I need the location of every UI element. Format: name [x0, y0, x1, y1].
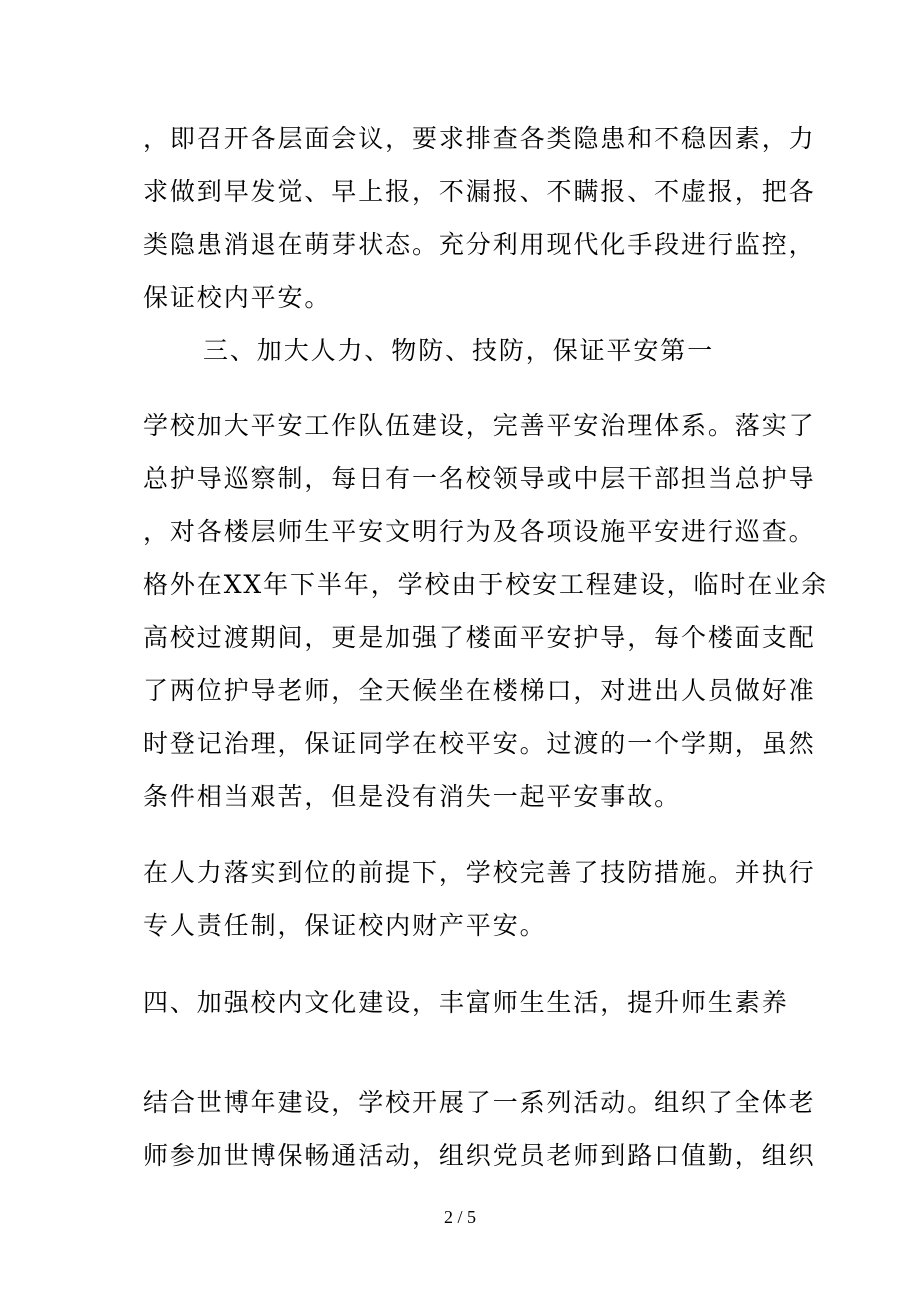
text-line: 格外在XX年下半年，学校由于校安工程建设，临时在业余: [143, 570, 828, 599]
text-line: 在人力落实到位的前提下，学校完善了技防措施。并执行: [143, 858, 816, 887]
text-line: 师参加世博保畅通活动，组织党员老师到路口值勤，组织: [143, 1141, 816, 1170]
text-line: 学校加大平安工作队伍建设，完善平安治理体系。落实了: [143, 411, 816, 440]
text-line: 时登记治理，保证同学在校平安。过渡的一个学期，虽然: [143, 729, 816, 758]
text-line: 条件相当艰苦，但是没有消失一起平安事故。: [143, 782, 682, 811]
text-line: 结合世博年建设，学校开展了一系列活动。组织了全体老: [143, 1088, 816, 1117]
section-heading: 四、加强校内文化建设，丰富师生生活，提升师生素养: [143, 988, 789, 1017]
text-line: 专人责任制，保证校内财产平安。: [143, 911, 547, 940]
page-number: 2 / 5: [443, 1207, 476, 1227]
text-line: ，对各楼层师生平安文明行为及各项设施平安进行巡查。: [143, 517, 816, 546]
text-line: 保证校内平安。: [143, 283, 332, 312]
text-line: 了两位护导老师，全天候坐在楼梯口，对进出人员做好准: [143, 676, 816, 705]
section-heading: 三、加大人力、物防、技防，保证平安第一: [203, 336, 715, 365]
text-line: ，即召开各层面会议，要求排查各类隐患和不稳因素，力: [143, 124, 816, 153]
text-line: 类隐患消退在萌芽状态。充分利用现代化手段进行监控，: [143, 230, 816, 259]
text-line: 求做到早发觉、早上报，不漏报、不瞒报、不虚报，把各: [143, 177, 816, 206]
text-line: 高校过渡期间，更是加强了楼面平安护导，每个楼面支配: [143, 623, 816, 652]
text-line: 总护导巡察制，每日有一名校领导或中层干部担当总护导: [143, 464, 816, 493]
